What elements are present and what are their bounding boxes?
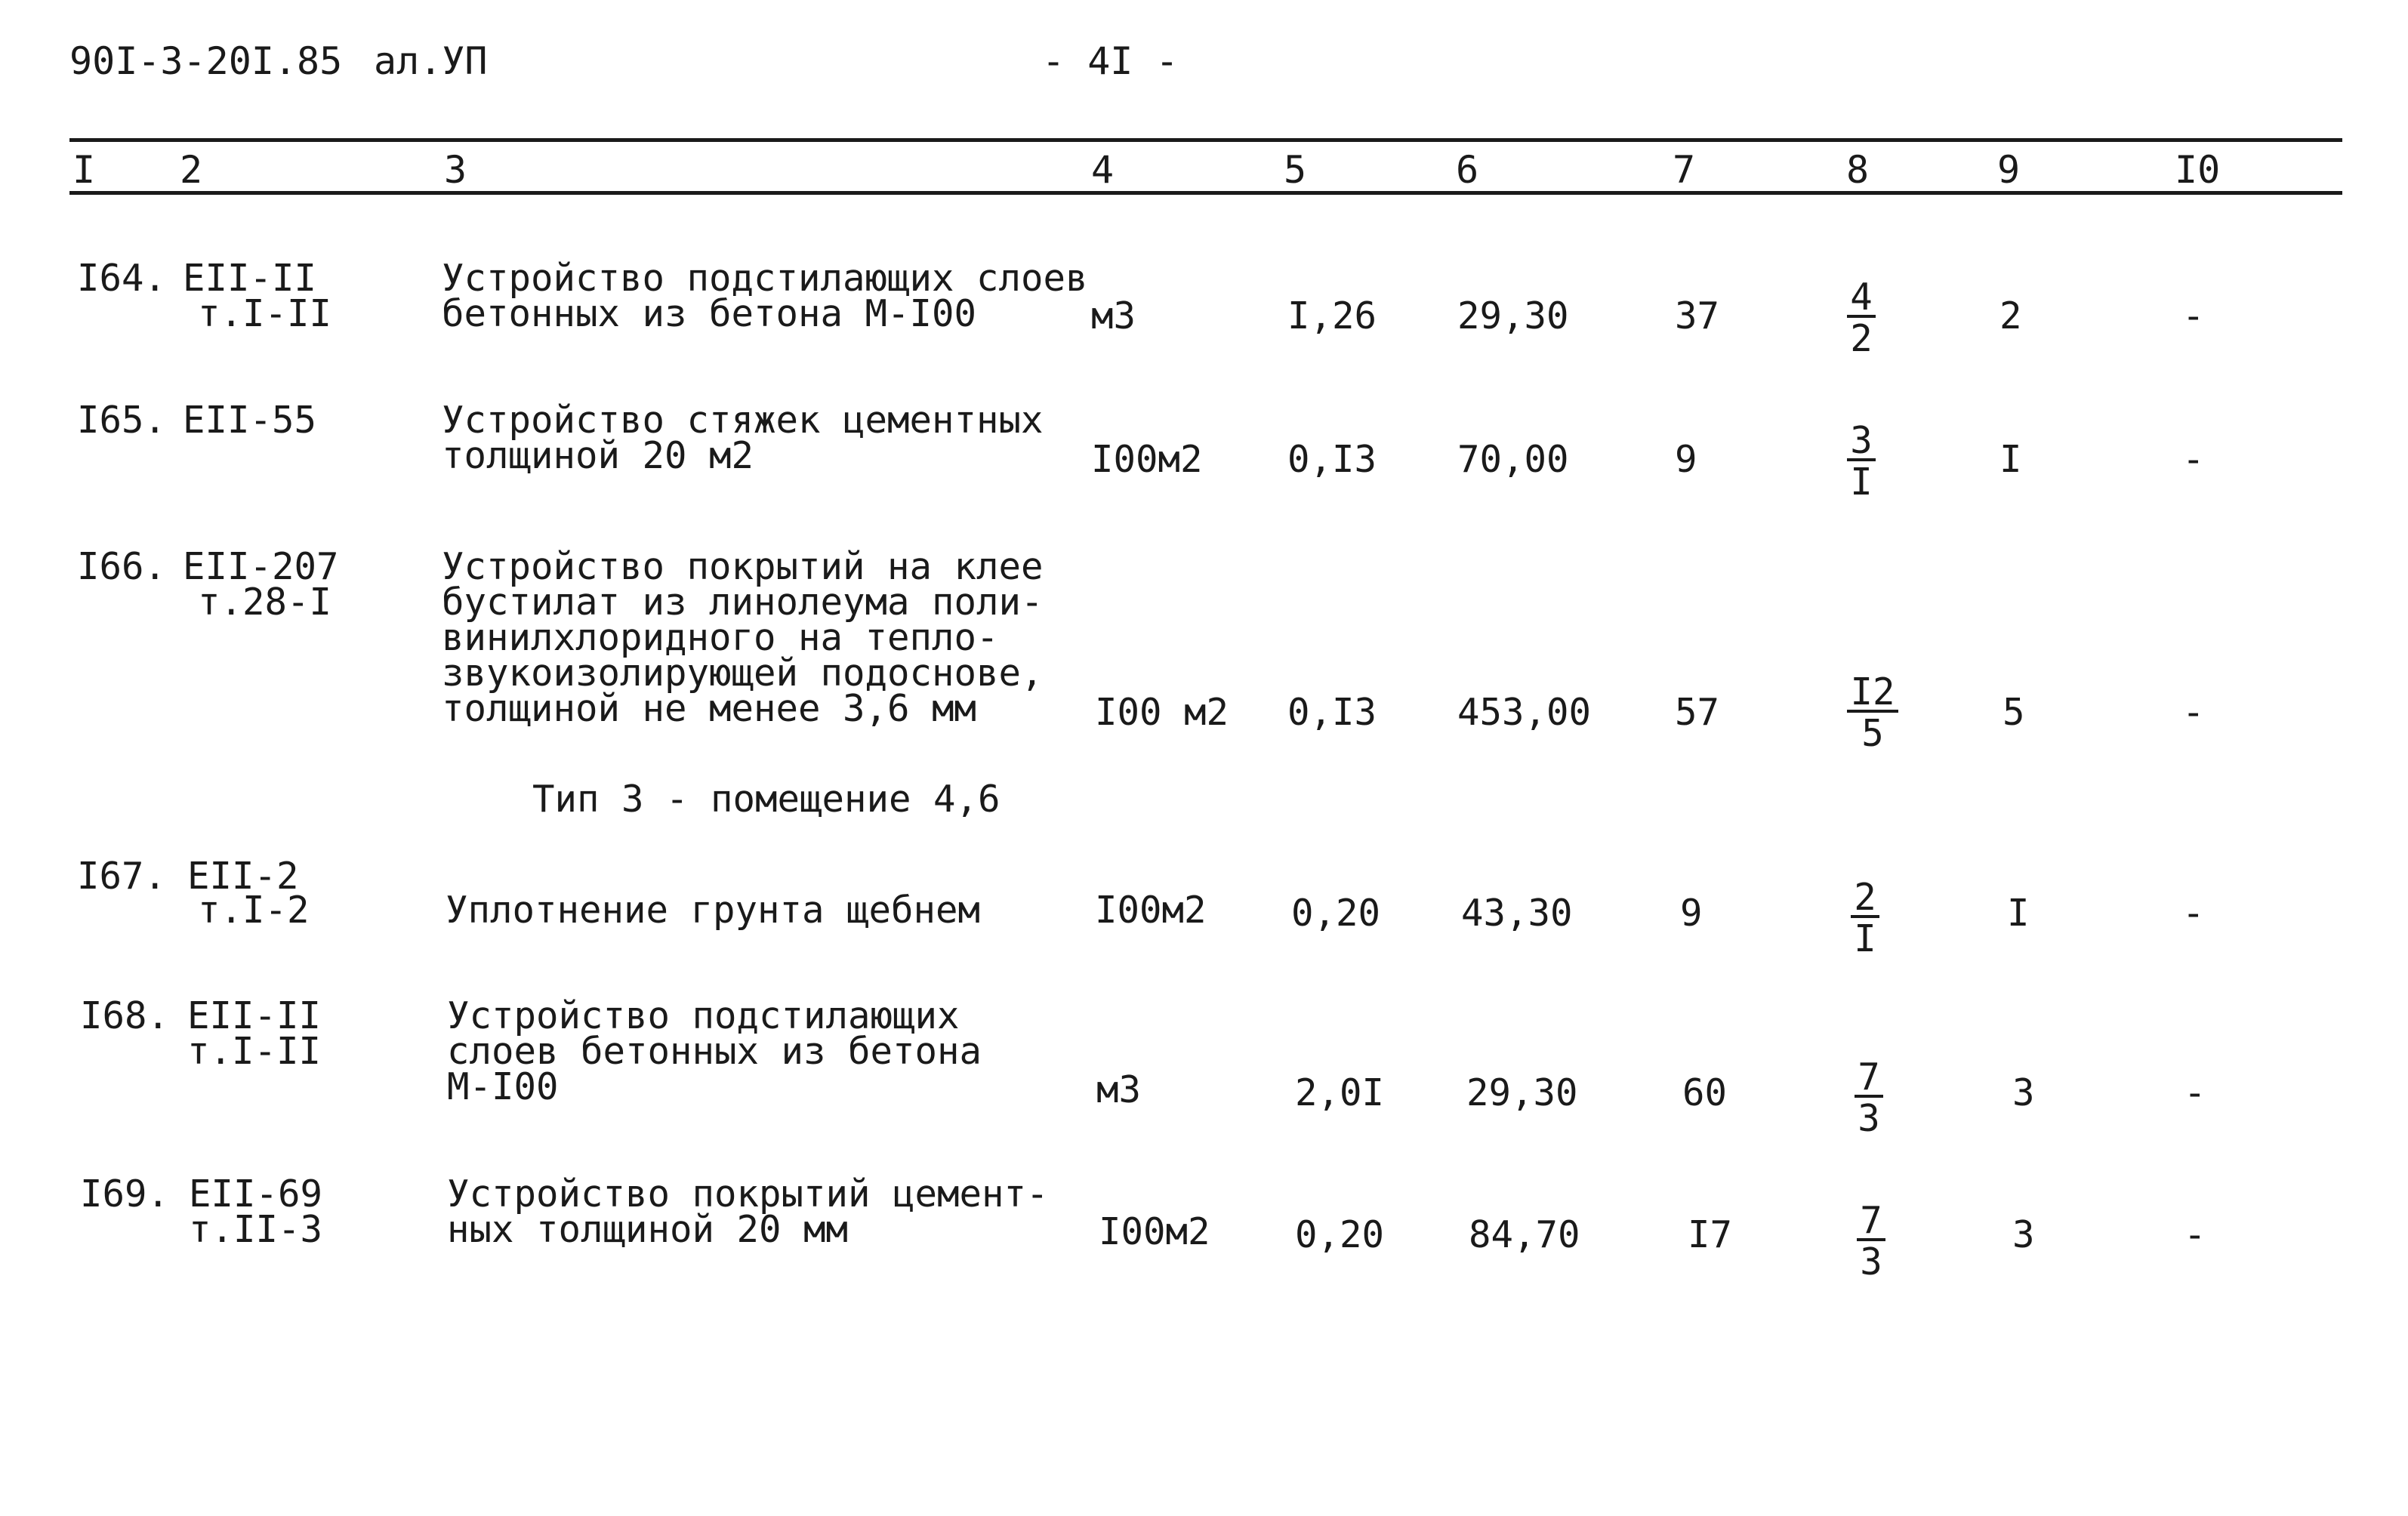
unit-price: 29,30 — [1457, 294, 1569, 337]
work-description: Устройство подстилающих — [447, 994, 960, 1037]
unit-price: 29,30 — [1466, 1071, 1578, 1114]
column-header-6: 6 — [1456, 148, 1479, 192]
row-number: I66. — [77, 545, 167, 588]
row-number: I65. — [77, 399, 167, 442]
norm-code: EII-69 — [189, 1172, 323, 1216]
column-9-value: 3 — [2012, 1071, 2035, 1114]
work-description: винилхлоридного на тепло- — [442, 616, 999, 659]
unit: I00м2 — [1099, 1210, 1210, 1253]
norm-table: т.I-2 — [198, 889, 310, 932]
wage-fraction — [1812, 876, 1918, 960]
total-cost: 37 — [1675, 294, 1720, 337]
page-number: - 4I - — [1042, 39, 1179, 83]
work-description: Устройство стяжек цементных — [442, 399, 1044, 442]
row-number: I68. — [80, 994, 170, 1037]
row-number: I67. — [77, 855, 167, 898]
header-top-rule — [69, 138, 2342, 142]
norm-code: EII-207 — [183, 545, 339, 588]
unit: I00м2 — [1095, 889, 1207, 932]
row-number: I64. — [77, 257, 167, 300]
album-label: ал.УП — [374, 39, 488, 83]
fraction-denominator: 3 — [1860, 1240, 1882, 1283]
norm-table: т.28-I — [198, 581, 332, 624]
norm-code: EII-II — [187, 994, 322, 1037]
unit-price: 84,70 — [1469, 1213, 1580, 1256]
column-9-value: 3 — [2012, 1213, 2035, 1256]
fraction-numerator: 7 — [1857, 1203, 1885, 1241]
work-description: Устройство покрытий на клее — [442, 545, 1044, 588]
quantity: I,26 — [1287, 294, 1377, 337]
column-header-7: 7 — [1673, 148, 1696, 192]
norm-table: т.II-3 — [189, 1208, 323, 1251]
work-description: толщиной 20 м2 — [442, 434, 754, 477]
unit: I00 м2 — [1095, 691, 1229, 734]
column-header-4: 4 — [1091, 148, 1115, 192]
column-10-value: - — [2182, 438, 2205, 481]
column-10-value: - — [2182, 892, 2205, 935]
column-10-value: - — [2184, 1071, 2206, 1114]
work-description: бустилат из линолеума поли- — [442, 581, 1044, 624]
quantity: 0,20 — [1295, 1213, 1385, 1256]
fraction-denominator: 3 — [1858, 1097, 1880, 1140]
work-description: Уплотнение грунта щебнем — [446, 889, 981, 932]
total-cost: 9 — [1675, 438, 1697, 481]
fraction-numerator: I2 — [1847, 675, 1898, 713]
norm-table: т.I-II — [198, 292, 332, 335]
document-code: 90I-3-20I.85 — [69, 39, 343, 83]
column-header-3: 3 — [444, 148, 467, 192]
fraction-denominator: 5 — [1861, 712, 1884, 755]
quantity: 0,I3 — [1287, 691, 1377, 734]
norm-code: EII-II — [183, 257, 317, 300]
column-header-5: 5 — [1284, 148, 1307, 192]
unit-price: 43,30 — [1461, 892, 1573, 935]
column-header-9: 9 — [1997, 148, 2021, 192]
norm-table: т.I-II — [187, 1030, 322, 1073]
norm-code: EII-2 — [187, 855, 299, 898]
column-10-value: - — [2182, 691, 2205, 734]
work-description: Устройство подстилающих слоев — [442, 257, 1088, 300]
column-10-value: - — [2184, 1213, 2206, 1256]
quantity: 0,20 — [1291, 892, 1381, 935]
work-description: Устройство покрытий цемент- — [447, 1172, 1049, 1216]
unit-price: 70,00 — [1457, 438, 1569, 481]
total-cost: I7 — [1688, 1213, 1733, 1256]
unit: м3 — [1096, 1068, 1142, 1111]
unit: I00м2 — [1091, 438, 1203, 481]
fraction-numerator: 4 — [1847, 280, 1876, 318]
total-cost: 57 — [1675, 691, 1720, 734]
work-description: М-I00 — [447, 1065, 559, 1108]
column-header-2: 2 — [180, 148, 203, 192]
column-9-value: I — [1999, 438, 2022, 481]
wage-fraction — [1816, 1055, 1922, 1140]
unit: м3 — [1091, 294, 1136, 337]
column-header-10: I0 — [2175, 148, 2221, 192]
wage-fraction — [1818, 1199, 1924, 1283]
work-description: бетонных из бетона М-I00 — [442, 292, 977, 335]
wage-fraction — [1808, 419, 1914, 504]
fraction-numerator: 2 — [1851, 880, 1879, 918]
wage-fraction — [1820, 670, 1925, 755]
fraction-denominator: I — [1854, 917, 1876, 960]
wage-fraction — [1808, 276, 1914, 360]
column-header-8: 8 — [1846, 148, 1870, 192]
work-description: звукоизолирующей подоснове, — [442, 652, 1044, 695]
work-description: ных толщиной 20 мм — [447, 1208, 849, 1251]
total-cost: 60 — [1682, 1071, 1728, 1114]
fraction-denominator: 2 — [1850, 317, 1873, 360]
total-cost: 9 — [1680, 892, 1703, 935]
column-header-1: I — [72, 148, 96, 192]
quantity: 0,I3 — [1287, 438, 1377, 481]
column-9-value: 5 — [2003, 691, 2025, 734]
fraction-denominator: I — [1850, 461, 1873, 504]
unit-price: 453,00 — [1457, 691, 1592, 734]
fraction-numerator: 7 — [1855, 1060, 1883, 1098]
column-10-value: - — [2182, 294, 2205, 337]
row-number: I69. — [80, 1172, 170, 1216]
work-description: толщиной не менее 3,6 мм — [442, 687, 977, 730]
section-note: Тип 3 - помещение 4,6 — [532, 778, 1001, 821]
column-9-value: I — [2007, 892, 2030, 935]
work-description: слоев бетонных из бетона — [447, 1030, 982, 1073]
column-9-value: 2 — [1999, 294, 2022, 337]
norm-code: EII-55 — [183, 399, 317, 442]
quantity: 2,0I — [1295, 1071, 1385, 1114]
fraction-numerator: 3 — [1847, 424, 1876, 461]
